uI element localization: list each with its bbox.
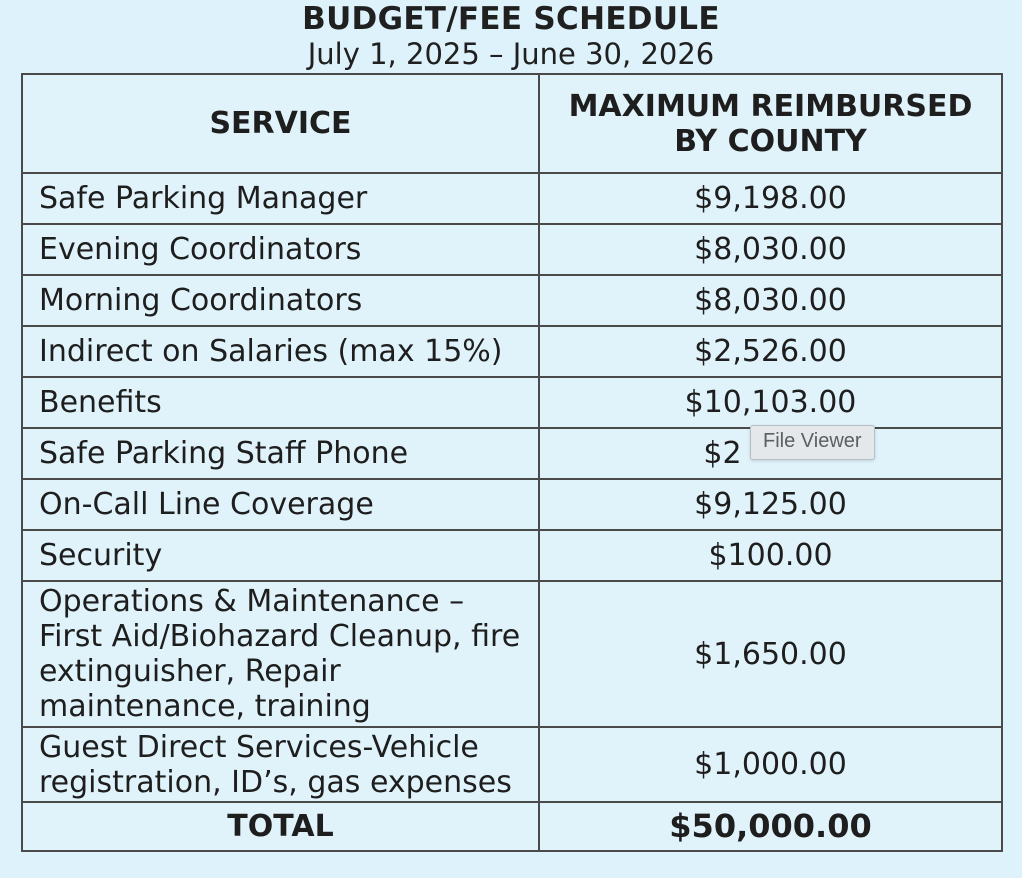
table-row (22, 727, 1002, 802)
service-line: Operations & Maintenance – (39, 584, 465, 619)
table-row (22, 581, 1002, 727)
service-cell (22, 727, 539, 802)
service-cell: Safe Parking Staff Phone (22, 428, 539, 479)
service-line: First Aid/Biohazard Cleanup, fire (39, 619, 521, 654)
amount-cell: $8,030.00 (539, 275, 1002, 326)
total-label: TOTAL (22, 802, 539, 851)
service-line: registration, ID’s, gas expenses (39, 764, 512, 800)
document-date-range: July 1, 2025 – June 30, 2026 (307, 37, 715, 71)
header-max-line1: MAXIMUM REIMBURSED (568, 88, 973, 124)
header-max-reimbursed (539, 74, 1002, 173)
amount-cell: $1,650.00 (539, 581, 1002, 727)
amount-cell: $1,000.00 (539, 727, 1002, 802)
document-title: BUDGET/FEE SCHEDULE (302, 1, 720, 37)
total-amount: $50,000.00 (539, 802, 1002, 851)
service-cell: Evening Coordinators (22, 224, 539, 275)
amount-cell: $9,125.00 (539, 479, 1002, 530)
amount-cell: $8,030.00 (539, 224, 1002, 275)
header-service: SERVICE (22, 74, 539, 173)
service-cell: Safe Parking Manager (22, 173, 539, 224)
table-row (22, 479, 1002, 530)
amount-cell: $100.00 (539, 530, 1002, 581)
service-cell: Indirect on Salaries (max 15%) (22, 326, 539, 377)
budget-fee-table (21, 73, 1003, 852)
service-line: extinguisher, Repair (39, 654, 341, 689)
table-row (22, 530, 1002, 581)
service-cell: Security (22, 530, 539, 581)
amount-cell: $10,103.00 (539, 377, 1002, 428)
service-cell: Benefits (22, 377, 539, 428)
total-row (22, 802, 1002, 851)
table-row (22, 326, 1002, 377)
amount-cell: $9,198.00 (539, 173, 1002, 224)
service-line: maintenance, training (39, 689, 371, 724)
amount-cell: $2,526.00 (539, 326, 1002, 377)
table-header-row (22, 74, 1002, 173)
amount-partial: $2 (703, 436, 742, 471)
table-row (22, 377, 1002, 428)
table-row (22, 275, 1002, 326)
service-cell (22, 581, 539, 727)
header-max-line2: BY COUNTY (674, 123, 867, 159)
file-viewer-tooltip: File Viewer (750, 425, 875, 460)
service-line: Guest Direct Services-Vehicle (39, 729, 479, 765)
service-cell: Morning Coordinators (22, 275, 539, 326)
table-row (22, 173, 1002, 224)
table-row (22, 224, 1002, 275)
service-cell: On-Call Line Coverage (22, 479, 539, 530)
